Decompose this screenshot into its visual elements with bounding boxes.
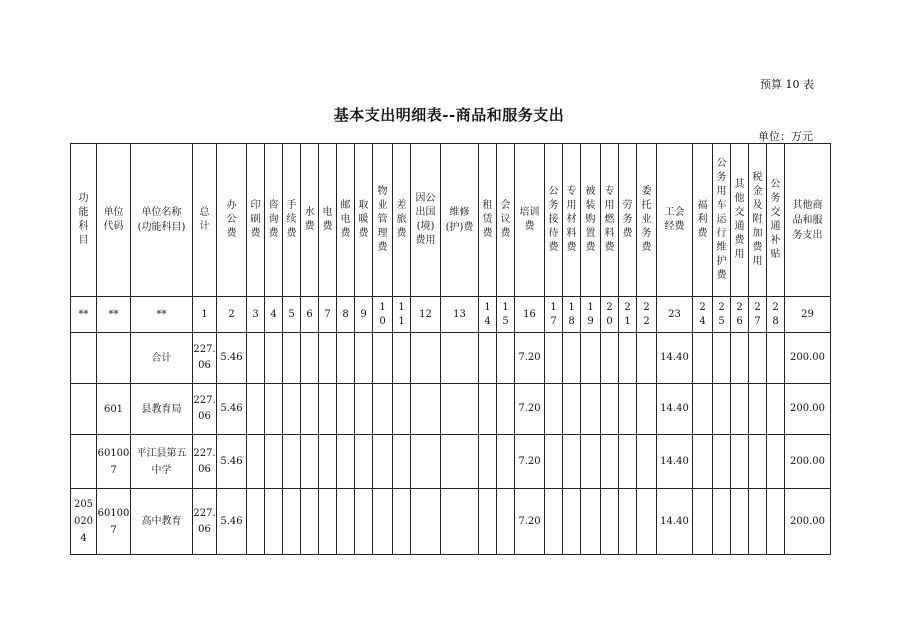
code-cell: 26 (731, 297, 749, 333)
total-cell: 227.06 (193, 384, 217, 435)
header-cell: 税金及附加费用 (749, 144, 767, 297)
header-cell: 委托业务费 (637, 144, 657, 297)
code-cell: 20 (601, 297, 619, 333)
office-fee-cell: 5.46 (217, 333, 247, 384)
header-cell: 劳务费 (619, 144, 637, 297)
func-code-cell (71, 333, 97, 384)
code-cell: ** (97, 297, 131, 333)
training-fee-cell: 7.20 (515, 333, 545, 384)
training-fee-cell: 7.20 (515, 489, 545, 555)
header-cell: 培训费 (515, 144, 545, 297)
code-cell: 2 (217, 297, 247, 333)
code-cell: 9 (355, 297, 373, 333)
header-cell: 差旅费 (393, 144, 411, 297)
unit-name-cell: 平江县第五中学 (131, 435, 193, 489)
header-cell: 公务接待费 (545, 144, 563, 297)
code-cell: 11 (393, 297, 411, 333)
unit-code-cell (97, 333, 131, 384)
header-cell: 福利费 (693, 144, 713, 297)
func-code-cell (71, 435, 97, 489)
total-cell: 227.06 (193, 489, 217, 555)
code-cell: 25 (713, 297, 731, 333)
header-cell: 被装购置费 (581, 144, 601, 297)
table-row (71, 435, 831, 489)
office-fee-cell: 5.46 (217, 435, 247, 489)
table-row (71, 489, 831, 555)
header-cell: 单位名称 (功能科目) (131, 144, 193, 297)
code-cell: 29 (785, 297, 831, 333)
code-cell: 12 (411, 297, 441, 333)
header-cell: 物业管理费 (373, 144, 393, 297)
code-cell: 21 (619, 297, 637, 333)
code-cell: 7 (319, 297, 337, 333)
header-cell: 邮电费 (337, 144, 355, 297)
code-cell: 18 (563, 297, 581, 333)
code-cell: 17 (545, 297, 563, 333)
table-row (71, 333, 831, 384)
code-cell: 28 (767, 297, 785, 333)
code-cell: 14 (479, 297, 497, 333)
header-cell: 总计 (193, 144, 217, 297)
training-fee-cell: 7.20 (515, 384, 545, 435)
header-cell: 专用材料费 (563, 144, 581, 297)
header-cell: 其他交通费用 (731, 144, 749, 297)
code-cell: 27 (749, 297, 767, 333)
header-cell: 租赁费 (479, 144, 497, 297)
header-cell: 功能科目 (71, 144, 97, 297)
code-cell: 6 (301, 297, 319, 333)
other-expense-cell: 200.00 (785, 435, 831, 489)
union-fee-cell: 14.40 (657, 333, 693, 384)
code-cell: 19 (581, 297, 601, 333)
unit-code-cell: 601007 (97, 435, 131, 489)
office-fee-cell: 5.46 (217, 384, 247, 435)
union-fee-cell: 14.40 (657, 435, 693, 489)
header-cell: 工会经费 (657, 144, 693, 297)
header-row (71, 144, 831, 297)
unit-label: 单位：万元 (758, 130, 813, 143)
header-cell: 专用燃料费 (601, 144, 619, 297)
office-fee-cell: 5.46 (217, 489, 247, 555)
header-cell: 咨询费 (265, 144, 283, 297)
page-title: 基本支出明细表--商品和服务支出 (333, 106, 565, 124)
code-cell: 15 (497, 297, 515, 333)
code-cell: 4 (265, 297, 283, 333)
other-expense-cell: 200.00 (785, 333, 831, 384)
header-cell: 电费 (319, 144, 337, 297)
header-cell: 办公费 (217, 144, 247, 297)
header-cell: 水费 (301, 144, 319, 297)
total-cell: 227.06 (193, 435, 217, 489)
unit-name-cell: 县教育局 (131, 384, 193, 435)
code-cell: 16 (515, 297, 545, 333)
header-cell: 会议费 (497, 144, 515, 297)
unit-name-cell: 合计 (131, 333, 193, 384)
other-expense-cell: 200.00 (785, 489, 831, 555)
code-cell: 1 (193, 297, 217, 333)
header-cell: 手续费 (283, 144, 301, 297)
table-row (71, 384, 831, 435)
header-cell: 公务交通补贴 (767, 144, 785, 297)
unit-name-cell: 高中教育 (131, 489, 193, 555)
code-cell: 8 (337, 297, 355, 333)
func-code-cell: 2050204 (71, 489, 97, 555)
union-fee-cell: 14.40 (657, 489, 693, 555)
header-cell: 印刷费 (247, 144, 265, 297)
code-cell: 22 (637, 297, 657, 333)
header-cell: 因公出国(境)费用 (411, 144, 441, 297)
code-cell: 23 (657, 297, 693, 333)
unit-code-cell: 601007 (97, 489, 131, 555)
header-cell: 维修(护)费 (441, 144, 479, 297)
code-cell: 24 (693, 297, 713, 333)
header-cell: 取暖费 (355, 144, 373, 297)
code-cell: 5 (283, 297, 301, 333)
code-cell: 13 (441, 297, 479, 333)
header-cell: 公务用车运行维护费 (713, 144, 731, 297)
total-cell: 227.06 (193, 333, 217, 384)
training-fee-cell: 7.20 (515, 435, 545, 489)
expense-detail-table (70, 143, 831, 555)
header-cell: 单位代码 (97, 144, 131, 297)
func-code-cell (71, 384, 97, 435)
other-expense-cell: 200.00 (785, 384, 831, 435)
code-cell: ** (71, 297, 97, 333)
code-cell: ** (131, 297, 193, 333)
unit-code-cell: 601 (97, 384, 131, 435)
code-cell: 10 (373, 297, 393, 333)
code-cell: 3 (247, 297, 265, 333)
code-row (71, 297, 831, 333)
header-cell: 其他商品和服务支出 (785, 144, 831, 297)
union-fee-cell: 14.40 (657, 384, 693, 435)
budget-table-number: 预算 10 表 (760, 78, 814, 91)
